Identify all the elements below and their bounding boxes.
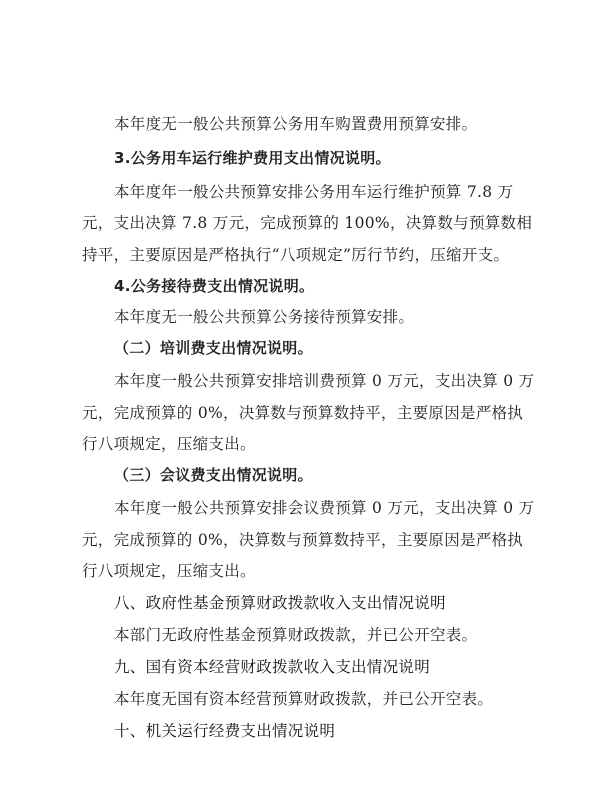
paragraph-line: 元，完成预算的 0%，决算数与预算数持平，主要原因是严格执 <box>82 531 524 549</box>
paragraph-line: 元，完成预算的 0%，决算数与预算数持平，主要原因是严格执 <box>82 404 524 422</box>
subheading-reception: 4.公务接待费支出情况说明。 <box>114 277 315 295</box>
paragraph-line: 行八项规定，压缩支出。 <box>82 435 256 453</box>
paragraph-line: 本年度无国有资本经营预算财政拨款，并已公开空表。 <box>114 690 494 708</box>
paragraph-vehicle-purchase: 本年度无一般公共预算公务用车购置费用预算安排。 <box>114 115 478 133</box>
section-heading-8: 八、政府性基金预算财政拨款收入支出情况说明 <box>114 594 446 612</box>
paragraph-line: 本年度一般公共预算安排培训费预算 0 万元，支出决算 0 万 <box>114 372 535 390</box>
section-heading-10: 十、机关运行经费支出情况说明 <box>114 722 336 740</box>
paragraph-line: 持平，主要原因是严格执行“八项规定”厉行节约，压缩开支。 <box>82 246 510 264</box>
paragraph-line: 本年度无一般公共预算公务接待预算安排。 <box>114 308 415 326</box>
section-heading-9: 九、国有资本经营财政拨款收入支出情况说明 <box>114 658 431 676</box>
subheading-meeting: （三）会议费支出情况说明。 <box>114 466 313 484</box>
subheading-vehicle-maintenance: 3.公务用车运行维护费用支出情况说明。 <box>114 149 391 167</box>
paragraph-line: 行八项规定，压缩支出。 <box>82 562 256 580</box>
paragraph-line: 本部门无政府性基金预算财政拨款，并已公开空表。 <box>114 626 478 644</box>
subheading-training: （二）培训费支出情况说明。 <box>114 339 313 357</box>
paragraph-line: 元，支出决算 7.8 万元，完成预算的 100%，决算数与预算数相 <box>82 214 533 232</box>
paragraph-line: 本年度一般公共预算安排会议费预算 0 万元，支出决算 0 万 <box>114 499 535 517</box>
paragraph-line: 本年度年一般公共预算安排公务用车运行维护预算 7.8 万 <box>114 183 514 201</box>
